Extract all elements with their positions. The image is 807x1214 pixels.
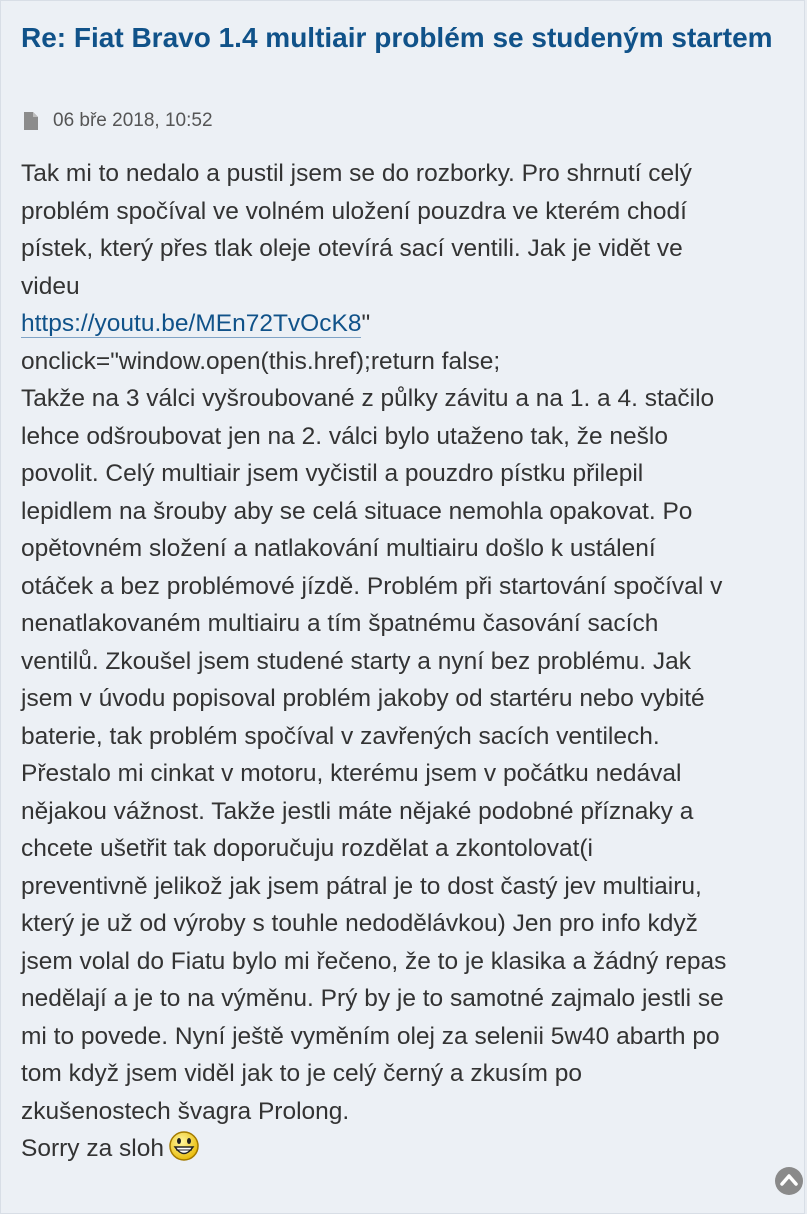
back-to-top-button[interactable]	[774, 1166, 804, 1196]
content-line: Přestalo mi cinkat v motoru, kterému jsem v počátku nedával	[21, 760, 682, 787]
link-line	[21, 305, 796, 343]
content-line: jsem v úvodu popisoval problém jakoby od startéru nebo vybité	[21, 685, 705, 712]
content-line: chcete ušetřit tak doporučuju rozdělat a zkontolovat(i	[21, 835, 593, 862]
content-line: ventilů. Zkoušel jsem studené starty a nyní bez problému. Jak	[21, 647, 691, 675]
content-line: otáček a bez problémové jízdě. Problém při startování spočíval v	[21, 572, 723, 600]
content-line: baterie, tak problém spočíval v zavřených sacích ventilech.	[21, 722, 660, 750]
content-line: preventivně jelikož jak jsem pátral je to dost častý jev multiairu,	[21, 872, 702, 900]
content-line: zkušenostech švagra Prolong.	[21, 1097, 350, 1125]
content-line: nedělají a je to na výměnu. Prý by je to samotné zajmalo jestli se	[21, 985, 724, 1012]
post-title[interactable]: Re: Fiat Bravo 1.4 multiair problém se studeným startem	[21, 22, 773, 53]
content-line-last	[21, 1130, 796, 1168]
closing-text: Sorry za sloh	[21, 1135, 164, 1162]
content-line: videu	[21, 272, 80, 300]
content-line: pístek, který přes tlak oleje otevírá sací ventili. Jak je vidět ve	[21, 235, 683, 262]
content-line: lepidlem na šrouby aby se celá situace nemohla opakovat. Po	[21, 497, 693, 525]
content-line: jsem volal do Fiatu bylo mi řečeno, že to je klasika a žádný repas	[21, 947, 727, 975]
content-line: který je už od výroby s touhle nedodělávkou) Jen pro info když	[21, 910, 698, 937]
content-line: Takže na 3 válci vyšroubované z půlky závitu a na 1. a 4. stačilo	[21, 385, 715, 412]
content-line: lehce odšroubovat jen na 2. válci bylo utaženo tak, že nešlo	[21, 422, 668, 450]
content-line: onclick="window.open(this.href);return false;	[21, 347, 501, 375]
post-content	[21, 155, 796, 1168]
post-meta	[23, 107, 213, 135]
link-suffix: "	[361, 310, 371, 337]
content-line: tom když jsem viděl jak to je celý černý a zkusím po	[21, 1060, 582, 1087]
post-date: 06 bře 2018, 10:52	[53, 110, 213, 131]
content-line: nenatlakovaném multiairu a tím špatnému časování sacích	[21, 610, 659, 637]
content-line: problém spočíval ve volném uložení pouzdra ve kterém chodí	[21, 197, 687, 225]
document-icon[interactable]	[23, 111, 39, 131]
content-line: mi to povede. Nyní ještě vyměním olej za selenii 5w40 abarth po	[21, 1022, 720, 1050]
content-line: Tak mi to nedalo a pustil jsem se do rozborky. Pro shrnutí celý	[21, 160, 692, 187]
grin-smiley-icon	[168, 1130, 200, 1162]
youtube-link[interactable]: https://youtu.be/MEn72TvOcK8	[21, 310, 362, 337]
content-line: nějakou vážnost. Takže jestli máte nějaké podobné příznaky a	[21, 797, 694, 825]
content-line: opětovném složení a natlakování multiairu došlo k ustálení	[21, 535, 656, 562]
content-line: povolit. Celý multiair jsem vyčistil a pouzdro pístku přilepil	[21, 460, 644, 487]
